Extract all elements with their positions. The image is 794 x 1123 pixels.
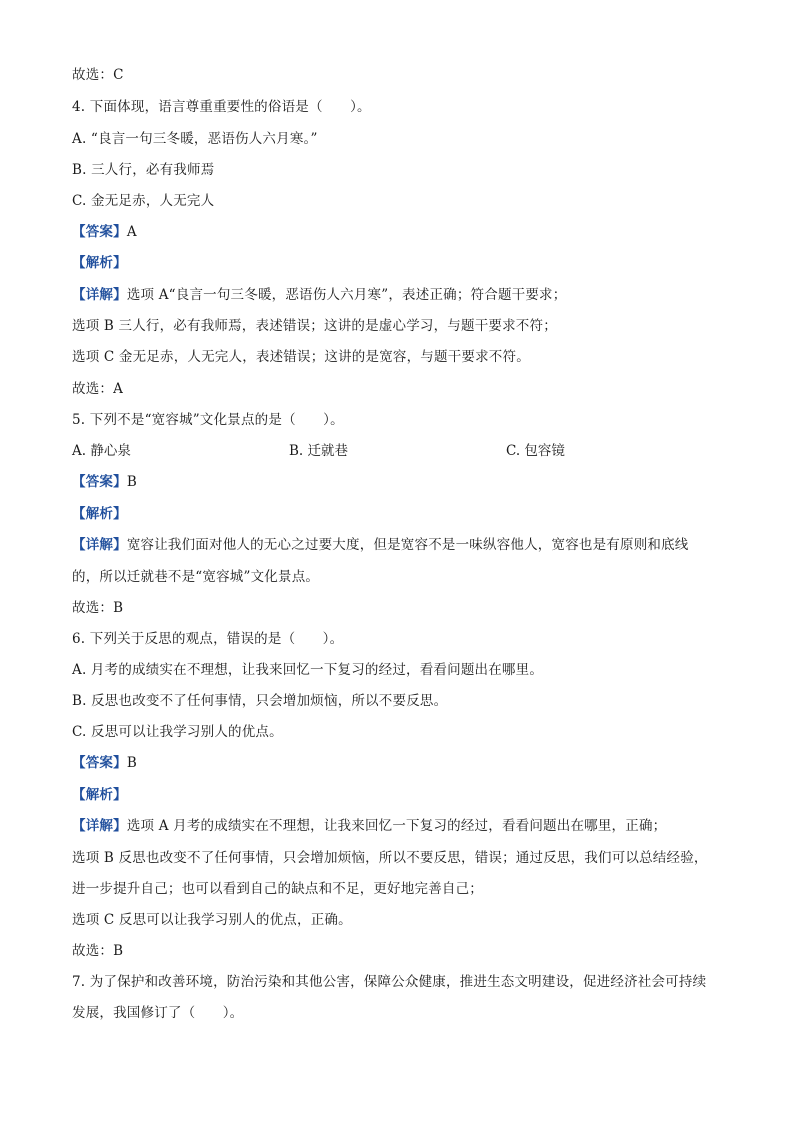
question-5-option-a: A. 静心泉 bbox=[72, 443, 131, 459]
question-4-stem: 4. 下面体现，语言尊重重要性的俗语是（ ）。 bbox=[72, 99, 371, 115]
question-4-detail-2: 选项 B 三人行，必有我师焉，表述错误；这讲的是虚心学习，与题干要求不符； bbox=[72, 318, 557, 334]
question-6-detail-4: 选项 C 反思可以让我学习别人的优点，正确。 bbox=[72, 912, 352, 928]
analysis-tag: 【解析】 bbox=[72, 506, 127, 522]
question-6-detail-2: 选项 B 反思也改变不了任何事情，只会增加烦恼，所以不要反思，错误；通过反思，我们可以总结经验， bbox=[72, 850, 708, 866]
detail-text: 宽容让我们面对他人的无心之过要大度，但是宽容不是一味纵容他人，宽容也是有原则和底线 bbox=[126, 537, 689, 553]
question-6-option-c: C. 反思可以让我学习别人的优点。 bbox=[72, 724, 283, 740]
detail-text: 选项 A 月考的成绩实在不理想，让我来回忆一下复习的经过，看看问题出在哪里，正确； bbox=[126, 818, 667, 834]
detail-tag: 【详解】 bbox=[72, 287, 127, 303]
question-4-choice: 故选：A bbox=[72, 381, 124, 397]
question-5-analysis-tag bbox=[72, 505, 127, 523]
question-4-detail-1 bbox=[72, 286, 566, 304]
answer-value: B bbox=[126, 474, 137, 490]
question-5-choice: 故选：B bbox=[72, 600, 124, 616]
question-6-detail-3: 进一步提升自己；也可以看到自己的缺点和不足，更好地完善自己； bbox=[72, 881, 483, 897]
question-7-stem-2: 发展，我国修订了（ ）。 bbox=[72, 1005, 244, 1021]
question-6-answer bbox=[72, 754, 137, 772]
answer-tag: 【答案】 bbox=[72, 474, 127, 490]
question-4-option-c: C. 金无足赤，人无完人 bbox=[72, 193, 215, 209]
detail-text: 选项 A“良言一句三冬暖，恶语伤人六月寒”，表述正确；符合题干要求； bbox=[126, 287, 567, 303]
analysis-tag: 【解析】 bbox=[72, 787, 127, 803]
detail-tag: 【详解】 bbox=[72, 537, 127, 553]
question-6-choice: 故选：B bbox=[72, 943, 124, 959]
analysis-tag: 【解析】 bbox=[72, 255, 127, 271]
question-5-answer bbox=[72, 473, 137, 491]
question-6-analysis-tag bbox=[72, 786, 127, 804]
question-6-option-b: B. 反思也改变不了任何事情，只会增加烦恼，所以不要反思。 bbox=[72, 693, 448, 709]
question-7-stem-1: 7. 为了保护和改善环境，防治污染和其他公害，保障公众健康，推进生态文明建设，促进经济社会可持续 bbox=[72, 974, 707, 990]
question-4-detail-3: 选项 C 金无足赤，人无完人，表述错误；这讲的是宽容，与题干要求不符。 bbox=[72, 349, 530, 365]
question-4-analysis-tag bbox=[72, 254, 127, 272]
answer-tag: 【答案】 bbox=[72, 755, 127, 771]
question-5-detail-2: 的，所以迁就巷不是“宽容城”文化景点。 bbox=[72, 569, 320, 585]
question-5-option-c: C. 包容镜 bbox=[506, 443, 565, 459]
answer-choice-prev: 故选：C bbox=[72, 67, 124, 83]
answer-tag: 【答案】 bbox=[72, 224, 127, 240]
question-4-option-a: A. “良言一句三冬暖，恶语伤人六月寒。” bbox=[72, 131, 318, 147]
detail-tag: 【详解】 bbox=[72, 818, 127, 834]
question-4-answer bbox=[72, 223, 137, 241]
question-5-detail-1 bbox=[72, 536, 689, 554]
question-6-detail-1 bbox=[72, 817, 666, 835]
answer-value: A bbox=[126, 224, 137, 240]
answer-value: B bbox=[126, 755, 137, 771]
question-4-option-b: B. 三人行，必有我师焉 bbox=[72, 162, 215, 178]
question-5-stem: 5. 下列不是“宽容城”文化景点的是（ ）。 bbox=[72, 412, 344, 428]
question-5-option-b: B. 迁就巷 bbox=[289, 443, 349, 459]
question-6-option-a: A. 月考的成绩实在不理想，让我来回忆一下复习的经过，看看问题出在哪里。 bbox=[72, 662, 544, 678]
question-6-stem: 6. 下列关于反思的观点，错误的是（ ）。 bbox=[72, 631, 344, 647]
